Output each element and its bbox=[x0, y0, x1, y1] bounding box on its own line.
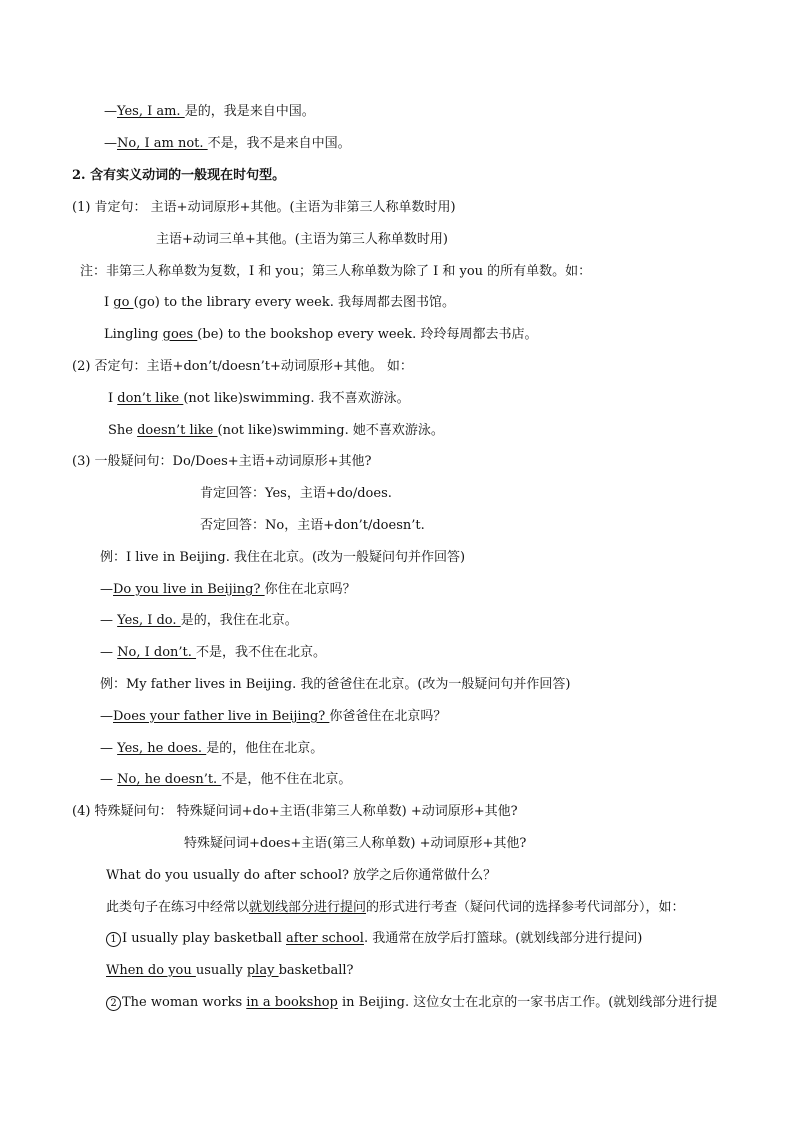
example-father-lives: 例：My father lives in Beijing. 我的爸爸住在北京。(改为一般疑问句并作回答) bbox=[100, 677, 571, 692]
answer-no-line: —No, I am not. 不是，我不是来自中国。 bbox=[104, 136, 351, 151]
answer-yes-line: —Yes, I am. 是的，我是来自中国。 bbox=[104, 104, 315, 119]
negative-rule: (2) 否定句：主语+don’t/doesn’t+动词原形+其他。 如： bbox=[72, 359, 413, 374]
example-doesnt-like: She doesn’t like (not like)swimming. 她不喜欢游泳。 bbox=[108, 423, 444, 438]
example-basketball: 1 I usually play basketball after school. 我通常在放学后打篮球。(就划线部分进行提问) bbox=[106, 930, 642, 948]
example-go: I go (go) to the library every week. 我每周都去图书馆。 bbox=[104, 295, 455, 310]
example-father-yes: — Yes, he does. 是的，他住在北京。 bbox=[100, 741, 324, 756]
circled-number-1: 1 bbox=[106, 932, 121, 947]
affirmative-answer-rule: 肯定回答：Yes，主语+do/does. bbox=[200, 486, 392, 501]
underline-question-note: 此类句子在练习中经常以就划线部分进行提问的形式进行考查（疑问代词的选择参考代词部分），如： bbox=[106, 900, 685, 915]
example-bookshop: 2 The woman works in a bookshop in Beijing. 这位女士在北京的一家书店工作。(就划线部分进行提 bbox=[106, 994, 717, 1012]
question-rule: (3) 一般疑问句：Do/Does+主语+动词原形+其他? bbox=[72, 454, 372, 469]
note-line: 注：非第三人称单数为复数，I 和 you；第三人称单数为除了 I 和 you 的所有单数。如： bbox=[80, 264, 592, 279]
example-after-school: What do you usually do after school? 放学之后你通常做什么？ bbox=[106, 868, 497, 883]
example-live-no: — No, I don’t. 不是，我不住在北京。 bbox=[100, 645, 327, 660]
example-goes: Lingling goes (be) to the bookshop every week. 玲玲每周都去书店。 bbox=[104, 327, 538, 342]
example-basketball-question: When do you usually play basketball? bbox=[106, 963, 354, 978]
example-live-beijing: 例：I live in Beijing. 我住在北京。(改为一般疑问句并作回答) bbox=[100, 550, 466, 565]
example-live-question: —Do you live in Beijing? 你住在北京吗？ bbox=[100, 582, 356, 597]
example-dont-like: I don’t like (not like)swimming. 我不喜欢游泳。 bbox=[108, 391, 410, 406]
example-father-no: — No, he doesn’t. 不是，他不住在北京。 bbox=[100, 772, 352, 787]
example-live-yes: — Yes, I do. 是的，我住在北京。 bbox=[100, 613, 298, 628]
circled-number-2: 2 bbox=[106, 996, 121, 1011]
section-heading: 2. 含有实义动词的一般现在时句型。 bbox=[72, 168, 286, 183]
negative-answer-rule: 否定回答：No，主语+don’t/doesn’t. bbox=[200, 518, 425, 533]
special-question-rule-1: (4) 特殊疑问句： 特殊疑问词+do+主语(非第三人称单数) +动词原形+其他? bbox=[72, 804, 518, 819]
example-father-question: —Does your father live in Beijing? 你爸爸住在北京吗？ bbox=[100, 709, 447, 724]
special-question-rule-2: 特殊疑问词+does+主语(第三人称单数) +动词原形+其他? bbox=[184, 836, 527, 851]
affirmative-rule-1: (1) 肯定句： 主语+动词原形+其他。(主语为非第三人称单数时用) bbox=[72, 200, 456, 215]
affirmative-rule-2: 主语+动词三单+其他。(主语为第三人称单数时用) bbox=[156, 232, 448, 247]
